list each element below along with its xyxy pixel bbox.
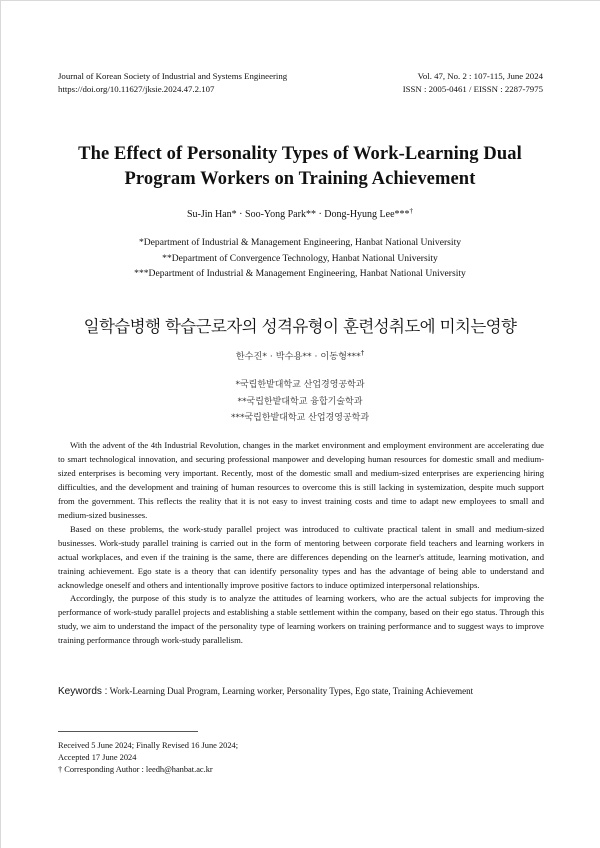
accepted-date: Accepted 17 June 2024 (58, 753, 137, 762)
volume-info: Vol. 47, No. 2 : 107-115, June 2024 (417, 71, 543, 81)
affiliation-en-3: ***Department of Industrial & Management Engineering, Hanbat National University (134, 268, 466, 279)
abstract-paragraph-2: Based on these problems, the work-study parallel project was introduced to cultivate practical talent in small and medium-sized businesses. Work-study parallel training is carried out in the form of mentoring between corporate field teachers and learning workers in actual workplaces, and even if the training is the same, there are differences depending on the learner's attitude, learning motivation, and training achievement. Ego state is a theory that can identify personality types and has the advantage of being able to understand and acknowledge oneself and others and intentionally improve positive factors to induce optimized interpersonal relationships. (58, 523, 544, 590)
abstract-paragraph-3: Accordingly, the purpose of this study is to analyze the attitudes of learning workers, who are the actual subjects for improving the performance of work-study parallel projects and establishing a stable settlement within the company, based on their ego status. Through this study, we aim to understand the impact of the personality type of learning workers on training performance and to suggest ways to improve training performance through work-study parallelism. (58, 593, 544, 646)
abstract (58, 439, 544, 648)
corresponding-mark-en: † (409, 207, 414, 215)
title-line-2: Program Workers on Training Achievement (124, 169, 476, 189)
received-date: Received 5 June 2024; Finally Revised 16 June 2024; (58, 741, 239, 750)
affiliation-kr-2: **국립한밭대학교 융합기술학과 (237, 396, 363, 407)
corresponding-mark-kr: † (360, 349, 365, 357)
keywords-label: Keywords : (58, 686, 108, 697)
affiliation-en-2: **Department of Convergence Technology, Hanbat National University (162, 252, 438, 264)
abstract-paragraph-1: With the advent of the 4th Industrial Revolution, changes in the market environment and employment environment are accelerating due to smart technological innovation, and securing professional manpower and developing human resources for domestic small and medium-sized enterprises is becoming very important. Recently, most of the domestic small and medium-sized enterprises are experiencing hiring difficulties, and the development and training of human resources to overcome this is still lacking in systemization, despite much support from the government. This reflects the reality that it is not easy to invest training costs and time to adapt new employees to small and medium-sized businesses. (58, 440, 544, 520)
paper-title-kr: 일학습병행 학습근로자의 성격유형이 훈련성취도에 미치는영향 (83, 317, 517, 336)
footnote (58, 740, 238, 776)
affiliation-kr-1: *국립한밭대학교 산업경영공학과 (235, 380, 365, 390)
paper-title-en (60, 142, 540, 192)
affiliations-en (0, 235, 600, 282)
page-border-top (0, 0, 600, 1)
author-names-kr: 한수진* · 박수용** · 이동형*** (235, 351, 361, 362)
issn-info: ISSN : 2005-0461 / EISSN : 2287-7975 (402, 84, 543, 94)
author-list-en (0, 207, 600, 220)
author-names-en: Su-Jin Han* · Soo-Yong Park** · Dong-Hyung Lee*** (186, 209, 410, 220)
doi-link[interactable]: https://doi.org/10.11627/jksie.2024.47.2.107 (58, 84, 215, 94)
affiliation-en-1: *Department of Industrial & Management Engineering, Hanbat National University (138, 237, 462, 248)
footnote-divider (58, 731, 198, 732)
affiliations-kr (0, 377, 600, 427)
corresponding-author: † Corresponding Author : leedh@hanbat.ac.kr (58, 765, 213, 774)
keywords (58, 686, 544, 697)
title-line-1: The Effect of Personality Types of Work-Learning Dual (78, 144, 522, 164)
keywords-text: Work-Learning Dual Program, Learning worker, Personality Types, Ego state, Training Achievement (109, 686, 474, 696)
author-list-kr (0, 348, 600, 362)
journal-name: Journal of Korean Society of Industrial and Systems Engineering (58, 71, 288, 81)
affiliation-kr-3: ***국립한밭대학교 산업경영공학과 (230, 413, 370, 423)
journal-header-left (58, 70, 287, 96)
journal-header-right (403, 70, 543, 96)
